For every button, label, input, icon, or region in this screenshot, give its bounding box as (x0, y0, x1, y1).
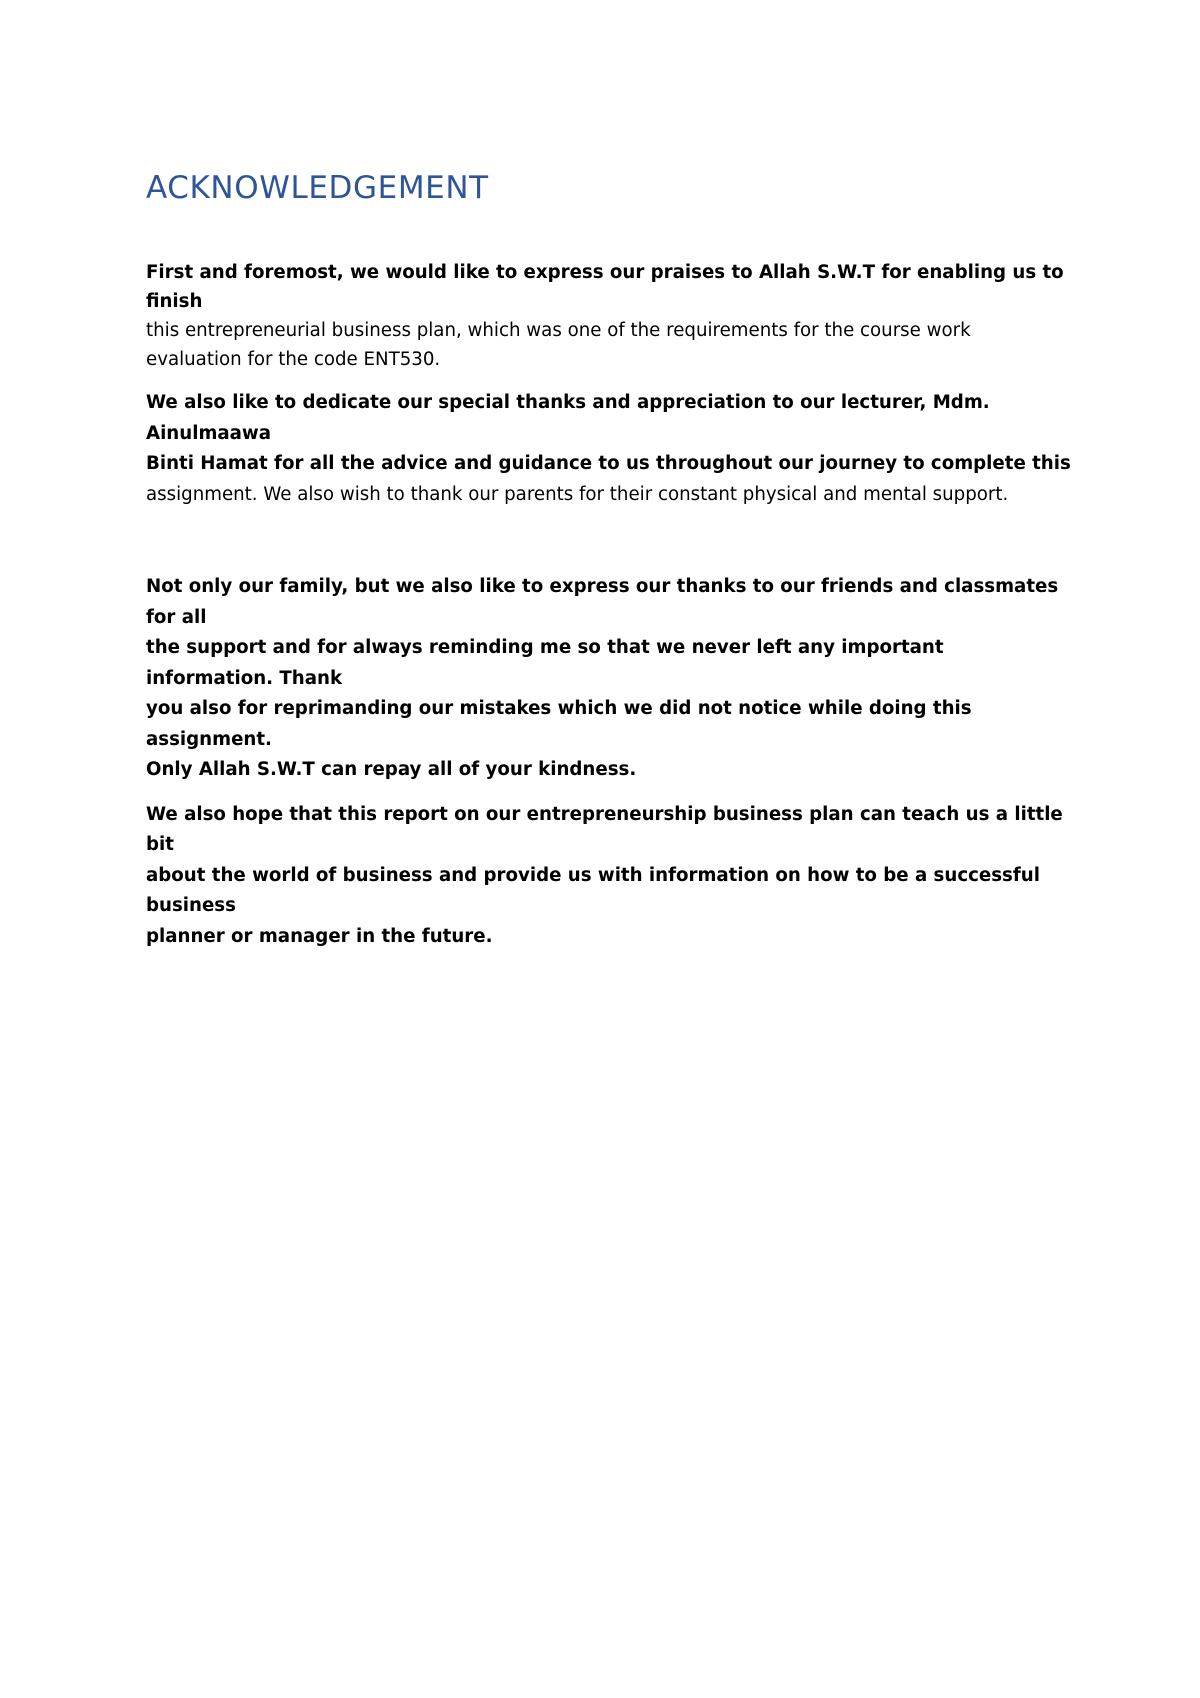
paragraph-line: We also like to dedicate our special thanks and appreciation to our lecturer, Mdm. Ainulmaawa (146, 392, 990, 444)
paragraph-line: the support and for always reminding me so that we never left any important information. Thank (146, 637, 944, 689)
page-title: ACKNOWLEDGEMENT (146, 170, 489, 206)
paragraph-line: this entrepreneurial business plan, which was one of the requirements for the course work (146, 320, 971, 341)
paragraph-line: you also for reprimanding our mistakes which we did not notice while doing this assignment. (146, 698, 972, 750)
paragraph-line: about the world of business and provide us with information on how to be a successful business (146, 864, 1040, 916)
paragraph-line: planner or manager in the future. (146, 925, 493, 947)
paragraph-line: Not only our family, but we also like to express our thanks to our friends and classmates for all (146, 576, 1059, 628)
document-body (146, 168, 1076, 966)
paragraph-lecturer-thanks (146, 388, 1076, 510)
paragraph-line: Only Allah S.W.T can repay all of your kindness. (146, 759, 637, 780)
paragraph-report-hope (146, 800, 1076, 953)
paragraph-line: We also hope that this report on our entrepreneurship business plan can teach us a little bit (146, 803, 1063, 855)
paragraph-line: First and foremost, we would like to express our praises to Allah S.W.T for enabling us to finish (146, 262, 1064, 312)
paragraph-line: assignment. We also wish to thank our parents for their constant physical and mental support. (146, 483, 1009, 505)
paragraph-line: evaluation for the code ENT530. (146, 349, 441, 370)
paragraph-line: Binti Hamat for all the advice and guidance to us throughout our journey to complete this (146, 453, 1071, 474)
paragraph-friends-thanks (146, 572, 1076, 786)
paragraph-praises (146, 258, 1076, 374)
